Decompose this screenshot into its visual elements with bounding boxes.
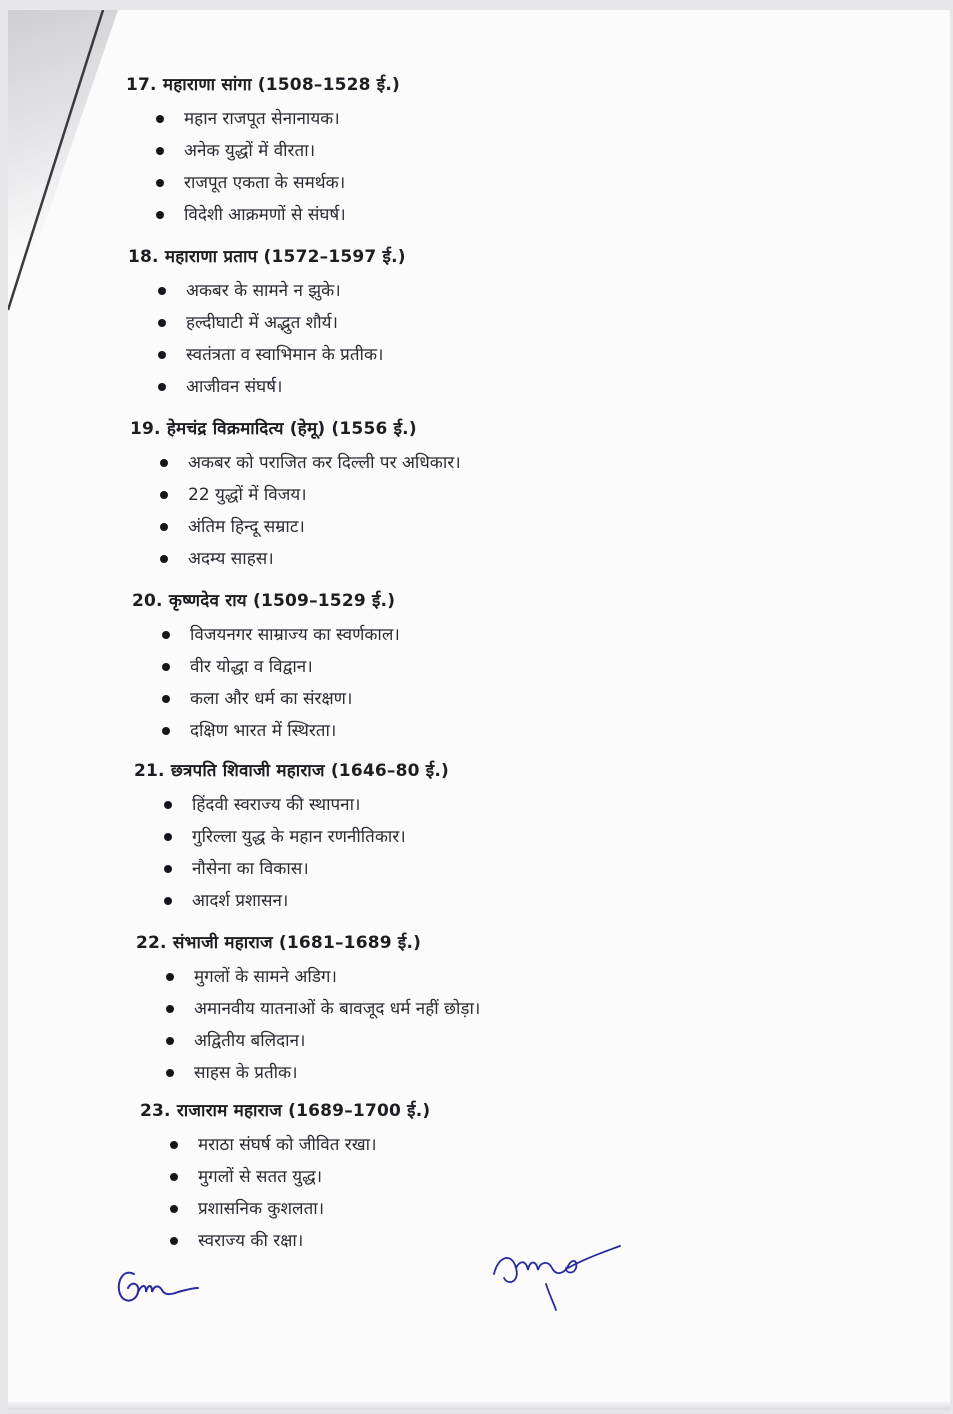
section-heading: 23. राजाराम महाराज (1689–1700 ई.)	[140, 1101, 431, 1121]
bullet-dot-icon	[158, 351, 166, 359]
list-item-text: गुरिल्ला युद्ध के महान रणनीतिकार।	[192, 827, 406, 847]
list-item-text: महान राजपूत सेनानायक।	[184, 109, 340, 129]
bullet-dot-icon	[160, 459, 168, 467]
list-item	[8, 821, 908, 853]
bullet-dot-icon	[160, 555, 168, 563]
section-heading: 18. महाराणा प्रताप (1572–1597 ई.)	[128, 247, 406, 267]
handwritten-signature-right	[486, 1234, 626, 1314]
bullet-list	[8, 275, 908, 403]
list-item-text: विदेशी आक्रमणों से संघर्ष।	[184, 205, 346, 225]
list-item-text: साहस के प्रतीक।	[194, 1063, 298, 1083]
section-21	[8, 758, 908, 917]
bullet-dot-icon	[164, 865, 172, 873]
list-item	[8, 1193, 908, 1225]
handwritten-signature-left	[108, 1262, 208, 1314]
list-item	[8, 479, 908, 511]
bullet-dot-icon	[160, 491, 168, 499]
list-item-text: मुगलों के सामने अडिग।	[194, 967, 337, 987]
list-item-text: विजयनगर साम्राज्य का स्वर्णकाल।	[190, 625, 400, 645]
list-item	[8, 1057, 908, 1089]
section-17	[8, 72, 908, 231]
list-item	[8, 543, 908, 575]
section-heading: 19. हेमचंद्र विक्रमादित्य (हेमू) (1556 ई.)	[130, 419, 417, 439]
bullet-dot-icon	[170, 1141, 178, 1149]
section-heading: 20. कृष्णदेव राय (1509–1529 ई.)	[132, 591, 396, 611]
bullet-dot-icon	[170, 1173, 178, 1181]
document-page	[8, 10, 950, 1410]
list-item	[8, 275, 908, 307]
bullet-dot-icon	[158, 383, 166, 391]
bullet-dot-icon	[156, 179, 164, 187]
list-item-text: स्वराज्य की रक्षा।	[198, 1231, 304, 1251]
list-item	[8, 619, 908, 651]
section-heading: 17. महाराणा सांगा (1508–1528 ई.)	[126, 75, 400, 95]
section-23	[8, 1098, 908, 1257]
list-item	[8, 993, 908, 1025]
section-19	[8, 416, 908, 575]
list-item	[8, 1225, 908, 1257]
list-item-text: अंतिम हिन्दू सम्राट।	[188, 517, 305, 537]
list-item-text: मुगलों से सतत युद्ध।	[198, 1167, 323, 1187]
list-item-text: 22 युद्धों में विजय।	[188, 485, 307, 505]
section-18	[8, 244, 908, 403]
section-20	[8, 588, 908, 747]
section-heading: 21. छत्रपति शिवाजी महाराज (1646–80 ई.)	[134, 761, 449, 781]
list-item-text: प्रशासनिक कुशलता।	[198, 1199, 325, 1219]
list-item	[8, 715, 908, 747]
list-item	[8, 961, 908, 993]
section-heading: 22. संभाजी महाराज (1681–1689 ई.)	[136, 933, 422, 953]
bullet-list	[8, 447, 908, 575]
bullet-dot-icon	[164, 897, 172, 905]
bullet-dot-icon	[162, 631, 170, 639]
list-item-text: नौसेना का विकास।	[192, 859, 309, 879]
list-item	[8, 651, 908, 683]
bullet-dot-icon	[158, 287, 166, 295]
list-item-text: हिंदवी स्वराज्य की स्थापना।	[192, 795, 361, 815]
list-item-text: कला और धर्म का संरक्षण।	[190, 689, 353, 709]
list-item	[8, 789, 908, 821]
list-item-text: वीर योद्धा व विद्वान।	[190, 657, 313, 677]
list-item	[8, 1025, 908, 1057]
list-item	[8, 339, 908, 371]
list-item	[8, 683, 908, 715]
list-item-text: दक्षिण भारत में स्थिरता।	[190, 721, 337, 741]
bullet-dot-icon	[162, 663, 170, 671]
bullet-dot-icon	[158, 319, 166, 327]
bullet-dot-icon	[156, 115, 164, 123]
bullet-dot-icon	[164, 833, 172, 841]
bullet-list	[8, 1129, 908, 1257]
list-item	[8, 1129, 908, 1161]
list-item	[8, 447, 908, 479]
bullet-dot-icon	[166, 1005, 174, 1013]
list-item-text: अकबर को पराजित कर दिल्ली पर अधिकार।	[188, 453, 461, 473]
list-item-text: आजीवन संघर्ष।	[186, 377, 283, 397]
bullet-dot-icon	[162, 695, 170, 703]
bullet-dot-icon	[170, 1237, 178, 1245]
bullet-dot-icon	[156, 211, 164, 219]
list-item	[8, 885, 908, 917]
list-item	[8, 135, 908, 167]
bullet-dot-icon	[156, 147, 164, 155]
bullet-list	[8, 961, 908, 1089]
list-item	[8, 167, 908, 199]
bullet-dot-icon	[162, 727, 170, 735]
list-item-text: अकबर के सामने न झुके।	[186, 281, 341, 301]
list-item-text: आदर्श प्रशासन।	[192, 891, 289, 911]
list-item	[8, 1161, 908, 1193]
list-item-text: अद्वितीय बलिदान।	[194, 1031, 306, 1051]
bullet-list	[8, 619, 908, 747]
list-item-text: अदम्य साहस।	[188, 549, 274, 569]
list-item-text: स्वतंत्रता व स्वाभिमान के प्रतीक।	[186, 345, 384, 365]
bullet-list	[8, 789, 908, 917]
bullet-dot-icon	[166, 1037, 174, 1045]
list-item	[8, 853, 908, 885]
list-item	[8, 371, 908, 403]
list-item	[8, 103, 908, 135]
list-item	[8, 199, 908, 231]
bullet-dot-icon	[164, 801, 172, 809]
list-item	[8, 307, 908, 339]
bullet-dot-icon	[166, 973, 174, 981]
list-item-text: अनेक युद्धों में वीरता।	[184, 141, 316, 161]
bullet-dot-icon	[166, 1069, 174, 1077]
section-22	[8, 930, 908, 1089]
list-item-text: मराठा संघर्ष को जीवित रखा।	[198, 1135, 377, 1155]
bullet-list	[8, 103, 908, 231]
paper-bottom-edge	[8, 1402, 950, 1410]
list-item-text: अमानवीय यातनाओं के बावजूद धर्म नहीं छोड़ा।	[194, 999, 481, 1019]
bullet-dot-icon	[170, 1205, 178, 1213]
bullet-dot-icon	[160, 523, 168, 531]
list-item-text: राजपूत एकता के समर्थक।	[184, 173, 346, 193]
list-item	[8, 511, 908, 543]
list-item-text: हल्दीघाटी में अद्भुत शौर्य।	[186, 313, 338, 333]
